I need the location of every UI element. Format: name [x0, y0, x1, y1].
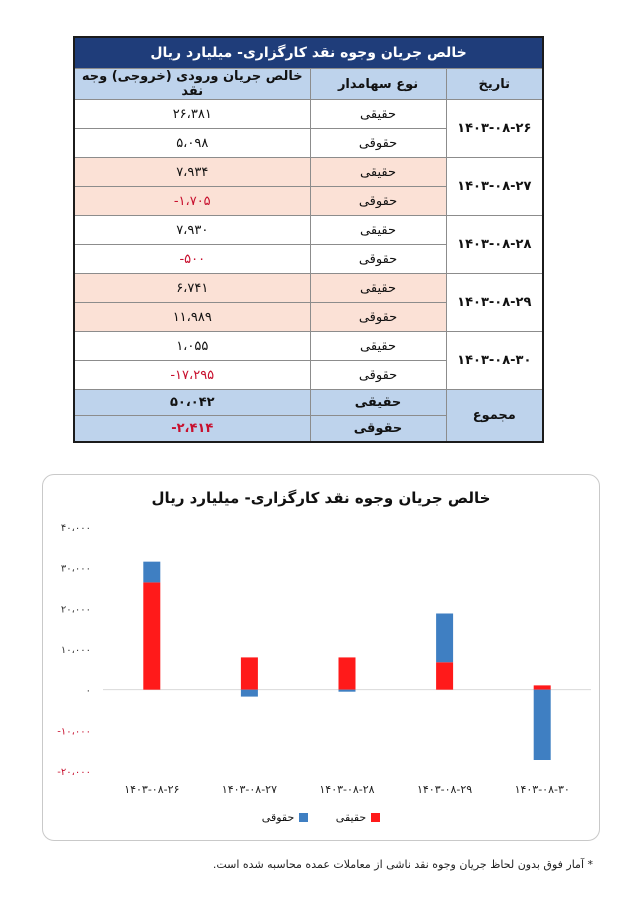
bar-real-4	[534, 685, 551, 689]
total-legal-value: -۲،۴۱۴	[74, 416, 310, 443]
cash-flow-table-container	[73, 36, 542, 443]
chart-title: خالص جریان وجوه نقد کارگزاری- میلیارد ریال	[151, 489, 491, 507]
row-legal-label: حقوقی	[310, 303, 446, 332]
row-legal-value: ۵،۰۹۸	[74, 129, 310, 158]
bar-real-1	[241, 657, 258, 689]
row-real-value: ۱،۰۵۵	[74, 332, 310, 361]
legend-item-legal	[262, 811, 308, 824]
table-row	[74, 216, 543, 245]
row-date: ۱۴۰۳-۰۸-۲۷	[446, 158, 543, 216]
header-holder-type: نوع سهامدار	[310, 69, 446, 100]
y-tick-label: -۲۰،۰۰۰	[57, 767, 91, 778]
row-legal-value: -۱۷،۲۹۵	[74, 361, 310, 390]
bar-legal-3	[436, 613, 453, 662]
chart-legend	[43, 811, 599, 825]
y-tick-label: ۱۰،۰۰۰	[60, 645, 91, 656]
total-real-label: حقیقی	[310, 390, 446, 416]
row-real-label: حقیقی	[310, 216, 446, 245]
legend-label-real: حقیقی	[335, 811, 367, 824]
legend-item-real	[336, 811, 380, 824]
row-date: ۱۴۰۳-۰۸-۲۹	[446, 274, 543, 332]
legend-swatch-legal	[299, 813, 308, 822]
row-real-value: ۲۶،۳۸۱	[74, 100, 310, 129]
total-row-real	[74, 390, 543, 416]
legend-swatch-real	[371, 813, 380, 822]
table-row	[74, 274, 543, 303]
header-net-flow: خالص جریان ورودی (خروجی) وجه نقد	[74, 69, 310, 100]
row-real-label: حقیقی	[310, 100, 446, 129]
row-legal-value: -۵۰۰	[74, 245, 310, 274]
x-tick-label: ۱۴۰۳-۰۸-۳۰	[514, 783, 570, 796]
table-row	[74, 158, 543, 187]
row-real-value: ۷،۹۳۰	[74, 216, 310, 245]
row-legal-label: حقوقی	[310, 129, 446, 158]
row-real-label: حقیقی	[310, 274, 446, 303]
legend-label-legal: حقوقی	[261, 811, 295, 824]
cash-flow-table	[73, 36, 544, 443]
bar-legal-4	[534, 690, 551, 760]
table-row	[74, 100, 543, 129]
x-tick-label: ۱۴۰۳-۰۸-۲۹	[416, 783, 473, 796]
y-tick-label: -۱۰،۰۰۰	[57, 726, 91, 738]
y-tick-label: ۲۰،۰۰۰	[60, 604, 91, 616]
row-date: ۱۴۰۳-۰۸-۲۸	[446, 216, 543, 274]
total-legal-label: حقوقی	[310, 416, 446, 443]
y-tick-label: ۴۰،۰۰۰	[60, 523, 91, 534]
table-title: خالص جریان وجوه نقد کارگزاری- میلیارد ریال	[74, 37, 543, 69]
row-date: ۱۴۰۳-۰۸-۲۶	[446, 100, 543, 158]
row-legal-label: حقوقی	[310, 245, 446, 274]
x-tick-label: ۱۴۰۳-۰۸-۲۶	[124, 783, 180, 796]
bar-legal-2	[339, 690, 356, 692]
row-legal-value: -۱،۷۰۵	[74, 187, 310, 216]
table-body	[74, 100, 543, 390]
x-tick-label: ۱۴۰۳-۰۸-۲۷	[221, 783, 278, 796]
bar-real-3	[436, 662, 453, 689]
row-legal-label: حقوقی	[310, 187, 446, 216]
row-real-value: ۶،۷۴۱	[74, 274, 310, 303]
total-label: مجموع	[446, 390, 543, 443]
row-real-value: ۷،۹۳۴	[74, 158, 310, 187]
bar-legal-1	[241, 690, 258, 697]
row-real-label: حقیقی	[310, 332, 446, 361]
row-date: ۱۴۰۳-۰۸-۳۰	[446, 332, 543, 390]
bar-legal-0	[143, 562, 160, 583]
footnote: * آمار فوق بدون لحاظ جریان وجوه نقد ناشی از معاملات عمده محاسبه شده است.	[212, 858, 593, 871]
x-tick-label: ۱۴۰۳-۰۸-۲۸	[319, 783, 375, 796]
bar-real-2	[339, 657, 356, 689]
y-tick-label: ۳۰،۰۰۰	[60, 563, 91, 575]
table-row	[74, 332, 543, 361]
header-date: تاریخ	[446, 69, 543, 100]
stacked-bar-chart	[43, 475, 599, 840]
row-legal-label: حقوقی	[310, 361, 446, 390]
row-legal-value: ۱۱،۹۸۹	[74, 303, 310, 332]
bar-real-0	[143, 582, 160, 689]
row-real-label: حقیقی	[310, 158, 446, 187]
total-real-value: ۵۰،۰۴۲	[74, 390, 310, 416]
chart-card	[42, 474, 600, 841]
y-tick-label: ۰	[85, 685, 91, 697]
